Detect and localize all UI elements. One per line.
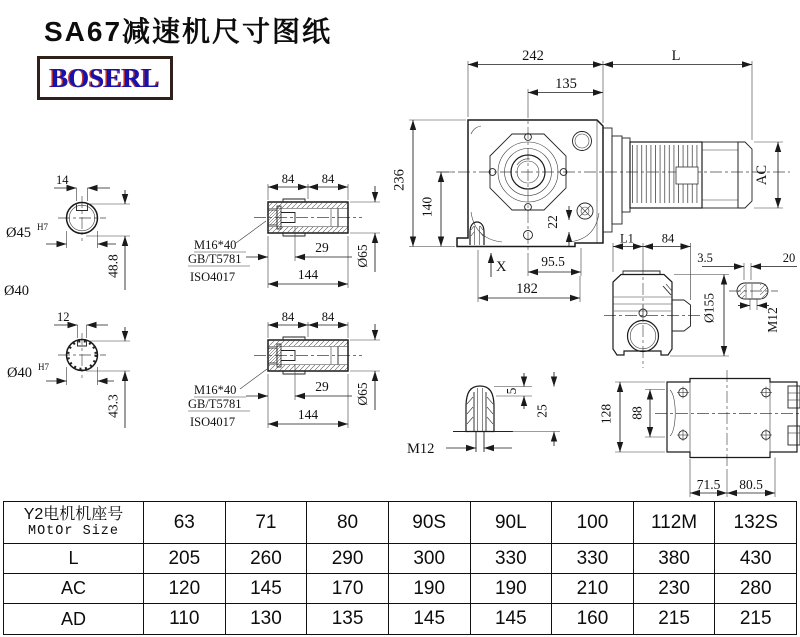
dim-88: 88: [629, 406, 645, 420]
table-cell: 110: [144, 604, 226, 635]
dim-144: 144: [297, 407, 319, 422]
table-cell: 130: [225, 604, 307, 635]
view-main-gearmotor: [392, 48, 791, 302]
motor-flange: [603, 128, 612, 232]
table-cell: 160: [552, 604, 634, 635]
dim-od: Ø65: [355, 244, 370, 268]
col-header: 80: [307, 502, 389, 544]
washer: [277, 344, 281, 367]
table-header-row: [4, 502, 797, 544]
motor-adapter: [612, 136, 622, 224]
header-en: MOtOr Size: [27, 524, 119, 540]
dim-135: 135: [555, 76, 577, 92]
dim-144: 144: [297, 267, 319, 282]
dim-29: 29: [315, 379, 329, 394]
eye-plug: [470, 222, 484, 245]
view-output-bore-bottom: [7, 310, 130, 428]
col-header: 90L: [470, 502, 552, 544]
dim-84b: 84: [321, 172, 335, 186]
row-label: AD: [4, 604, 144, 635]
lifting-hole: [573, 132, 592, 151]
dim-84: 84: [661, 231, 675, 246]
dim-bore: Ø40: [7, 365, 32, 381]
bolt-iso-label: ISO4017: [190, 415, 236, 429]
dim-140: 140: [419, 196, 435, 218]
col-header: 112M: [633, 502, 715, 544]
dim-M12: M12: [407, 441, 435, 457]
datum-x: X: [496, 259, 507, 275]
bolt-spec-label: M16*40: [194, 383, 237, 397]
dim-od: Ø65: [355, 382, 370, 406]
dimension-table: [3, 501, 797, 635]
table-cell: 145: [388, 604, 470, 635]
table-cell: 290: [307, 544, 389, 574]
dim-71-5: 71.5: [696, 477, 721, 492]
table-cell: 120: [144, 574, 226, 604]
table-cell: 190: [470, 574, 552, 604]
dim-182: 182: [516, 281, 538, 297]
dim-keyway-height: 48.8: [105, 254, 121, 278]
view-plug-detail: [407, 372, 560, 457]
table-cell: 145: [225, 574, 307, 604]
col-header: 90S: [388, 502, 470, 544]
dim-shaft-od: Ø40: [4, 283, 29, 299]
table-cell: 135: [307, 604, 389, 635]
dim-keyway-width: 14: [56, 173, 69, 187]
dim-80-5: 80.5: [739, 477, 763, 492]
bolt-std-label: GB/T5781: [188, 252, 242, 266]
header-cn: Y2电机机座号: [23, 505, 124, 523]
col-header: 100: [552, 502, 634, 544]
table-cell: 330: [470, 544, 552, 574]
dim-L1: L1: [620, 231, 634, 246]
table-cell: 260: [225, 544, 307, 574]
view-bottom: [599, 370, 800, 497]
col-header: 63: [144, 502, 226, 544]
dim-242: 242: [522, 48, 544, 64]
table-cell: 380: [633, 544, 715, 574]
washer: [277, 206, 281, 229]
dim-L: L: [671, 48, 681, 64]
dimension-table-wrap: [3, 501, 797, 634]
table-cell: 190: [388, 574, 470, 604]
row-label: AC: [4, 574, 144, 604]
dim-236: 236: [391, 169, 408, 191]
plug-dome: [466, 386, 494, 432]
table-cell: 300: [388, 544, 470, 574]
dim-keyway-width: 12: [57, 310, 70, 324]
dim-22: 22: [545, 215, 560, 229]
bolt-std-label: GB/T5781: [188, 397, 242, 411]
gearbox-body: [457, 120, 603, 247]
bolt-head: [268, 348, 277, 363]
bolt-iso-label: ISO4017: [190, 270, 236, 284]
table-cell: 145: [470, 604, 552, 635]
dim-bore: Ø45: [6, 225, 31, 241]
table-cell: 215: [633, 604, 715, 635]
dim-84a: 84: [281, 172, 295, 186]
table-cell: 215: [715, 604, 797, 635]
dim-bore-fit: H7: [37, 222, 48, 232]
connector: [788, 386, 800, 408]
col-header: 71: [225, 502, 307, 544]
dim-M12: M12: [765, 307, 780, 333]
dim-5: 5: [504, 387, 519, 395]
table-cell: 280: [715, 574, 797, 604]
dim-29: 29: [315, 240, 329, 255]
bolt-spec-label: M16*40: [194, 238, 237, 252]
dim-84a: 84: [281, 310, 295, 324]
page-title: SA67减速机尺寸图纸: [44, 16, 333, 47]
dim-25: 25: [534, 404, 550, 418]
view-output-bore-top: [4, 173, 130, 299]
col-header: 132S: [715, 502, 797, 544]
row-label: L: [4, 544, 144, 574]
table-cell: 230: [633, 574, 715, 604]
table-cell: 210: [552, 574, 634, 604]
table-row-AD: [4, 604, 797, 635]
view-side: [604, 232, 797, 369]
table-row-L: [4, 544, 797, 574]
dim-84b: 84: [321, 310, 335, 324]
dim-20: 20: [782, 251, 796, 265]
dim-AC: AC: [754, 164, 770, 186]
table-cell: 170: [307, 574, 389, 604]
dim-155: Ø155: [701, 293, 717, 323]
dim-bore-fit: H7: [38, 362, 49, 372]
dim-3-5: 3.5: [697, 251, 713, 265]
dim-95-5: 95.5: [541, 254, 565, 269]
view-hollow-shaft-bottom: [188, 310, 380, 429]
view-hollow-shaft-top: [188, 172, 380, 288]
table-cell: 330: [552, 544, 634, 574]
table-row-AC: [4, 574, 797, 604]
dim-128: 128: [598, 403, 614, 425]
table-header-motor-size: [4, 502, 144, 544]
brand-logo-text: BOSERL: [50, 62, 160, 93]
motor-rear: [702, 142, 738, 208]
bolt-head: [268, 210, 277, 225]
motor-nameplate: [676, 167, 698, 184]
motor-fan-cover: [738, 142, 752, 208]
dim-keyway-height: 43.3: [105, 394, 121, 418]
table-cell: 205: [144, 544, 226, 574]
connector: [788, 426, 800, 445]
table-cell: 430: [715, 544, 797, 574]
